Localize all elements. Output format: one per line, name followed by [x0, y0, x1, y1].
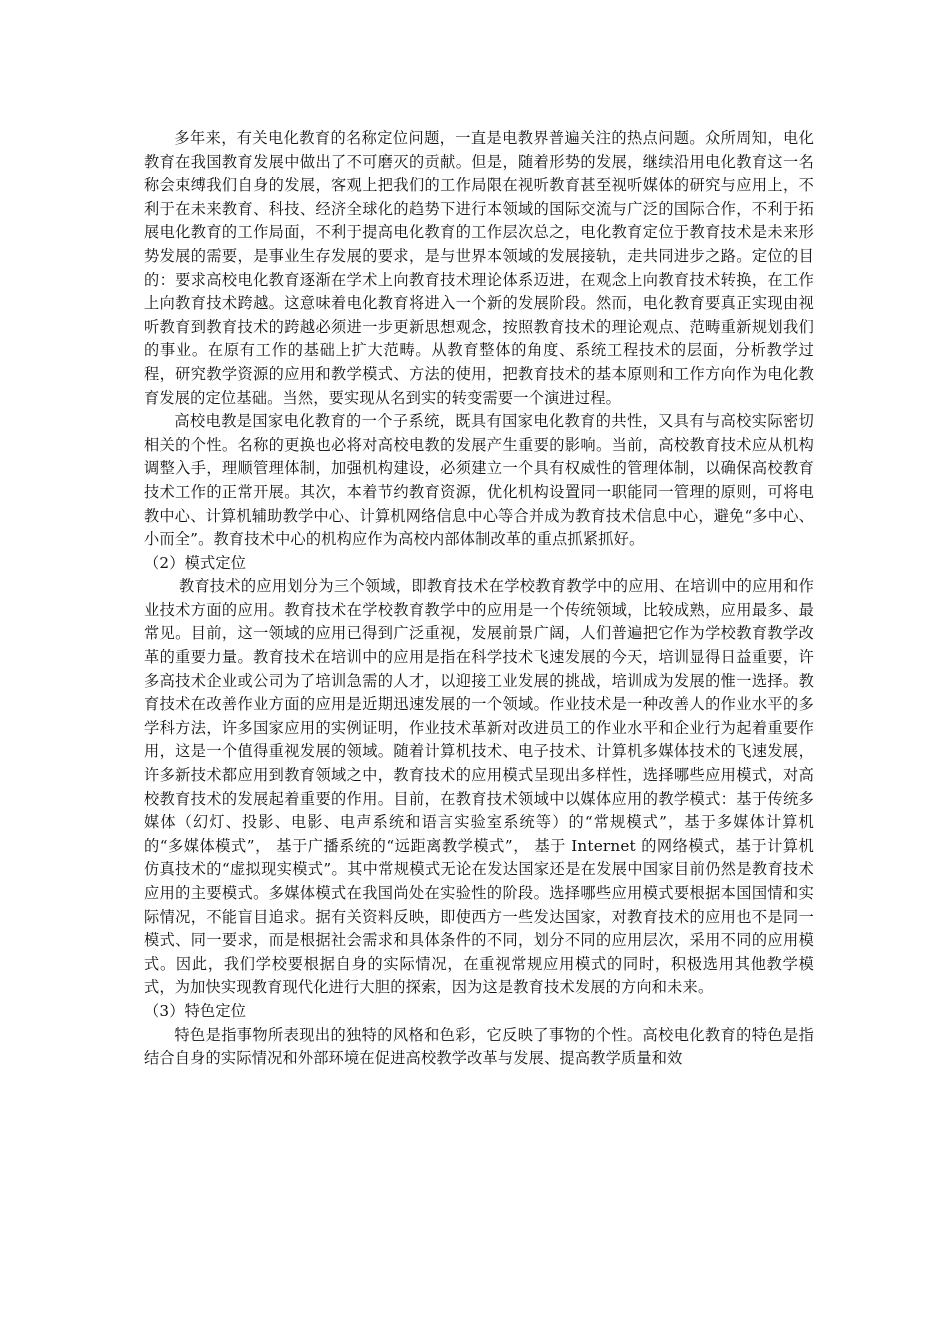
paragraph-university-audiovisual: 高校电教是国家电化教育的一个子系统，既具有国家电化教育的共性，又具有与高校实际密切相关的个性。名称的更换也必将对高校电教的发展产生重要的影响。当前，高校教育技术应从机构调整入手，理顺管理体制，加强机构建设，必须建立一个具有权威性的管理体制，以确保高校教育技术工作的正常开展。其次，本着节约教育资源，优化机构设置同一职能同一管理的原则，可将电教中心、计算机辅助教学中心、计算机网络信息中心等合并成为教育技术信息中心，避免“多中心、小而全”。教育技术中心的机构应作为高校内部体制改革的重点抓紧抓好。 [144, 412, 814, 549]
paragraph-mode-positioning: 教育技术的应用划分为三个领域，即教育技术在学校教育教学中的应用、在培训中的应用和作业技术方面的应用。教育技术在学校教育教学中的应用是一个传统领域，比较成熟，应用最多、最常见。目前，这一领域的应用已得到广泛重视，发展前景广阔，人们普遍把它作为学校教育教学改革的重要力量。教育技术在培训中的应用是指在科学技术飞速发展的今天，培训显得日益重要，许多高技术企业或公司为了培训急需的人才，以迎接工业发展的挑战，培训成为发展的惟一选择。教育技术在改善作业方面的应用是近期迅速发展的一个领域。作业技术是一种改善人的作业水平的多学科方法，许多国家应用的实例证明，作业技术革新对改进员工的作业水平和企业行为起着重要作用，这是一个值得重视发展的领域。随着计算机技术、电子技术、计算机多媒体技术的飞速发展，许多新技术都应用到教育领域之中，教育技术的应用模式呈现出多样性，选择哪些应用模式，对高校教育技术的发展起着重要的作用。目前，在教育技术领域中以媒体应用的教学模式：基于传统多媒体（幻灯、投影、电影、电声系统和语言实验室系统等）的“常规模式”，基于多媒体计算机的“多媒体模式”， 基于广播系统的“远距离教学模式”， 基于 Internet 的网络模式，基于计算机仿真技术的“虚拟现实模式”。其中常规模式无论在发达国家还是在发展中国家目前仍然是教育技术应用的主要模式。多媒体模式在我国尚处在实验性的阶段。选择哪些应用模式要根据本国国情和实际情况，不能盲目追求。据有关资料反映，即使西方一些发达国家，对教育技术的应用也不是同一模式、同一要求，而是根据社会需求和具体条件的不同，划分不同的应用层次，采用不同的应用模式。因此，我们学校要根据自身的实际情况，在重视常规应用模式的同时，积极选用其他教学模式，为加快实现教育现代化进行大胆的探索，因为这是教育技术发展的方向和未来。 [144, 577, 814, 997]
heading-mode-positioning: （2）模式定位 [144, 553, 247, 572]
heading-feature-positioning: （3）特色定位 [144, 1001, 247, 1020]
paragraph-name-positioning: 多年来，有关电化教育的名称定位问题，一直是电教界普遍关注的热点问题。众所周知，电化教育在我国教育发展中做出了不可磨灭的贡献。但是，随着形势的发展，继续沿用电化教育这一名称会束缚我们自身的发展，客观上把我们的工作局限在视听教育甚至视听媒体的研究与应用上，不利于在未来教育、科技、经济全球化的趋势下进行本领域的国际交流与广泛的国际合作，不利于拓展电化教育的工作局面，不利于提高电化教育的工作层次总之，电化教育定位于教育技术是未来形势发展的需要，是事业生存发展的要求，是与世界本领域的发展接轨，走共同进步之路。定位的目的：要求高校电化教育逐渐在学术上向教育技术理论体系迈进，在观念上向教育技术转换，在工作上向教育技术跨越。这意味着电化教育将进入一个新的发展阶段。然而，电化教育要真正实现由视听教育到教育技术的跨越必须进一步更新思想观念，按照教育技术的理论观点、范畴重新规划我们的事业。在原有工作的基础上扩大范畴。从教育整体的角度、系统工程技术的层面，分析教学过程，研究教学资源的应用和教学模式、方法的使用，把教育技术的基本原则和工作方向作为电化教育发展的定位基础。当然，要实现从名到实的转变需要一个演进过程。 [144, 129, 814, 407]
paragraph-feature-positioning: 特色是指事物所表现出的独特的风格和色彩，它反映了事物的个性。高校电化教育的特色是指结合自身的实际情况和外部环境在促进高校教学改革与发展、提高教学质量和效 [144, 1025, 814, 1068]
document-body [144, 127, 814, 1071]
